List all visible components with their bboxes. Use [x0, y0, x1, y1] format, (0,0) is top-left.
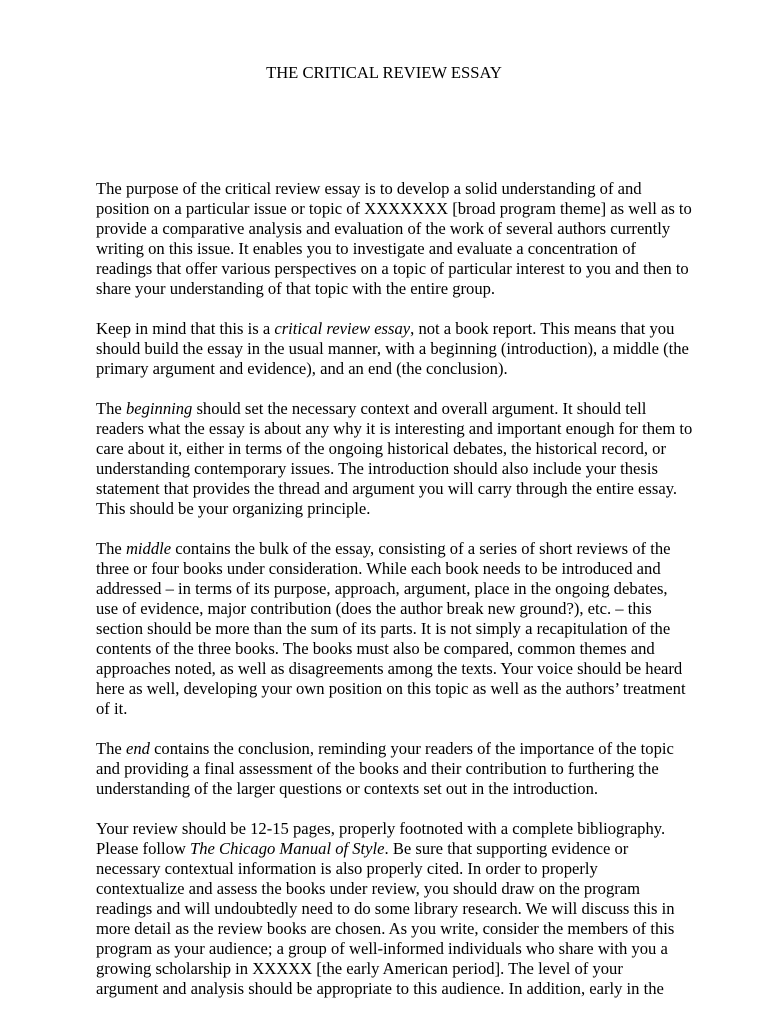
text-line — [96, 819, 686, 839]
text-line — [96, 759, 686, 779]
text-line — [96, 599, 686, 619]
text-run: more detail as the review books are chosen. As you write, consider the members of this — [96, 919, 675, 938]
italic-text: end — [125, 739, 150, 758]
text-line — [96, 179, 686, 199]
text-line — [96, 239, 686, 259]
text-line — [96, 539, 686, 559]
text-run: This should be your organizing principle. — [96, 499, 371, 518]
text-line — [96, 419, 693, 439]
text-run: necessary contextual information is also properly cited. In order to properly — [96, 859, 598, 878]
text-line — [96, 439, 686, 459]
text-run: The — [96, 739, 126, 758]
text-run: contents of the three books. The books must also be compared, common themes and — [96, 639, 655, 658]
text-line — [96, 659, 686, 679]
text-run: should set the necessary context and overall argument. It should tell — [192, 399, 647, 418]
text-run: Keep in mind that this is a — [96, 319, 275, 338]
text-run: argument and analysis should be appropriate to this audience. In addition, early in the — [96, 979, 664, 998]
text-run: three or four books under consideration. While each book needs to be introduced and — [96, 559, 661, 578]
text-run: approaches noted, as well as disagreements among the texts. Your voice should be heard — [96, 659, 683, 678]
text-line — [96, 559, 686, 579]
text-run: readings and will undoubtedly need to do some library research. We will discuss this in — [96, 899, 675, 918]
text-line — [96, 879, 686, 899]
text-line — [96, 279, 686, 299]
text-line — [96, 399, 686, 419]
text-run: growing scholarship in XXXXX [the early American period]. The level of your — [96, 959, 623, 978]
text-run: statement that provides the thread and argument you will carry through the entire essay. — [96, 479, 678, 498]
text-run: care about it, either in terms of the ongoing historical debates, the historical record, or — [96, 439, 666, 458]
paragraph — [96, 739, 686, 799]
text-run: here as well, developing your own position on this topic as well as the authors’ treatment — [96, 679, 686, 698]
text-line — [96, 699, 686, 719]
text-line — [96, 839, 686, 859]
text-run: position on a particular issue or topic of XXXXXXX [broad program theme] as well as to — [96, 199, 692, 218]
text-run: Please follow — [96, 839, 191, 858]
text-line — [96, 919, 686, 939]
text-run: The — [96, 399, 126, 418]
text-line — [96, 319, 686, 339]
page-title: THE CRITICAL REVIEW ESSAY — [266, 63, 502, 82]
text-line — [96, 679, 686, 699]
text-line — [96, 499, 686, 519]
text-run: Your review should be 12-15 pages, properly footnoted with a complete bibliography. — [96, 819, 666, 838]
text-run: share your understanding of that topic with the entire group. — [96, 279, 496, 298]
text-line — [96, 739, 686, 759]
text-run: of it. — [96, 699, 128, 718]
text-run: and providing a final assessment of the books and their contribution to furthering the — [96, 759, 659, 778]
text-line — [96, 959, 686, 979]
text-line — [96, 899, 686, 919]
paragraph — [96, 819, 686, 999]
text-run: readers what the essay is about any why it is interesting and important enough for them to — [96, 419, 693, 438]
text-run: The purpose of the critical review essay is to develop a solid understanding of and — [96, 179, 642, 198]
italic-text: middle — [125, 539, 172, 558]
text-run: , not a book report. This means that you — [410, 319, 675, 338]
paragraph — [96, 179, 692, 299]
text-line — [96, 219, 686, 239]
text-run: The — [96, 539, 126, 558]
text-line — [96, 619, 686, 639]
text-line — [96, 779, 686, 799]
text-run: readings that offer various perspectives on a topic of particular interest to you and then to — [96, 259, 689, 278]
text-line — [96, 259, 689, 279]
text-run: should build the essay in the usual manner, with a beginning (introduction), a middle (the — [96, 339, 689, 358]
text-run: understanding of the larger questions or contexts set out in the introduction. — [96, 779, 599, 798]
text-run: provide a comparative analysis and evaluation of the work of several authors currently — [96, 219, 671, 238]
text-line — [96, 479, 686, 499]
text-run: . Be sure that supporting evidence or — [384, 839, 629, 858]
text-run: contains the bulk of the essay, consisting of a series of short reviews of the — [171, 539, 671, 558]
text-line — [96, 979, 686, 999]
text-run: contains the conclusion, reminding your readers of the importance of the topic — [149, 739, 674, 758]
text-run: primary argument and evidence), and an end (the conclusion). — [96, 359, 508, 378]
paragraph — [96, 319, 689, 379]
italic-text: beginning — [125, 399, 193, 418]
text-run: section should be more than the sum of its parts. It is not simply a recapitulation of the — [96, 619, 671, 638]
paragraph — [96, 399, 693, 519]
text-run: use of evidence, major contribution (does the author break new ground?), etc. – this — [96, 599, 652, 618]
document-body — [96, 179, 693, 1019]
text-line — [96, 459, 686, 479]
paragraph — [96, 539, 686, 719]
text-line — [96, 859, 686, 879]
text-run: writing on this issue. It enables you to investigate and evaluate a concentration of — [96, 239, 637, 258]
text-line — [96, 359, 686, 379]
text-run: addressed – in terms of its purpose, approach, argument, place in the ongoing debates, — [96, 579, 668, 598]
text-line — [96, 199, 692, 219]
text-run: understanding contemporary issues. The introduction should also include your thesis — [96, 459, 658, 478]
italic-text: The Chicago Manual of Style — [190, 839, 385, 858]
text-line — [96, 639, 686, 659]
text-line — [96, 339, 689, 359]
text-run: contextualize and assess the books under review, you should draw on the program — [96, 879, 641, 898]
text-line — [96, 579, 686, 599]
italic-text: critical review essay — [274, 319, 411, 338]
text-line — [96, 939, 686, 959]
text-run: program as your audience; a group of well-informed individuals who share with you a — [96, 939, 668, 958]
